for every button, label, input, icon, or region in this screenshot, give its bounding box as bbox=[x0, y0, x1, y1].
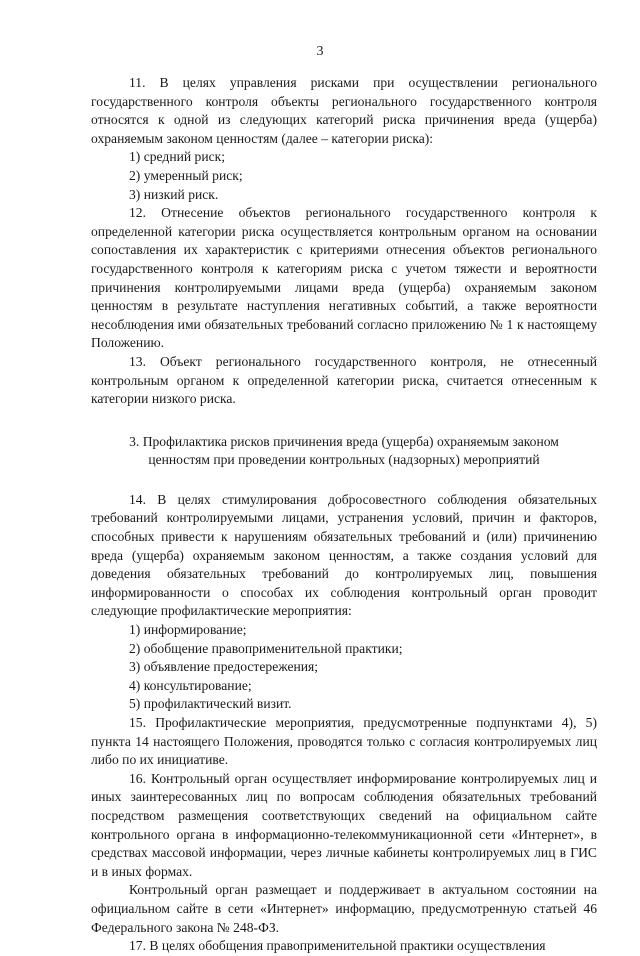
list-item-measure-3: 3) объявление предостережения; bbox=[129, 659, 319, 675]
section-heading-line-1: 3. Профилактика рисков причинения вреда (ущерба) охраняемым законом bbox=[129, 433, 559, 449]
document-body bbox=[91, 74, 597, 956]
section-heading bbox=[91, 433, 597, 470]
paragraph-16-continued: Контрольный орган размещает и поддерживает в актуальном состоянии на официальном сайте в сети «Интернет» информацию, предусмотренную статьей 46 Федерального закона № 248-ФЗ. bbox=[91, 882, 597, 935]
list-item-measure-1: 1) информирование; bbox=[129, 622, 247, 638]
list-item-measure-4: 4) консультирование; bbox=[129, 677, 252, 693]
page-number: 3 bbox=[316, 44, 324, 59]
list-item-measure-2: 2) обобщение правоприменительной практики; bbox=[129, 640, 403, 656]
paragraph-13: 13. Объект регионального государственного контроля, не отнесенный контрольным органом к определенной категории риска, считается отнесенным к категории низкого риска. bbox=[91, 353, 597, 407]
paragraph-16: 16. Контрольный орган осуществляет информирование контролируемых лиц и иных заинтересованных лиц по вопросам соблюдения обязательных требований посредством размещения соответствующих сведений на официальном сайте контрольного органа в информационно-телекоммуникационной сети «Интернет», в средствах массовой информации, через личные кабинеты контролируемых лиц в ГИС и в иных формах. bbox=[91, 770, 597, 879]
paragraph-17: 17. В целях обобщения правоприменительной практики осуществления bbox=[129, 938, 546, 954]
list-item-risk-3: 3) низкий риск. bbox=[129, 186, 219, 202]
paragraph-12: 12. Отнесение объектов регионального государственного контроля к определенной категории риска осуществляется контрольным органом на основании сопоставления их характеристик с критериями отнесения объектов регионального государственного контроля к категориям риска с учетом тяжести и вероятности причинения контролируемыми лицами вреда (ущерба) охраняемым законом ценностям в результате наступления негативных событий, а также вероятности несоблюдения ими обязательных требований согласно приложению № 1 к настоящему Положению. bbox=[91, 205, 597, 351]
list-item-risk-1: 1) средний риск; bbox=[129, 149, 226, 165]
paragraph-15: 15. Профилактические мероприятия, предусмотренные подпунктами 4), 5) пункта 14 настоящего Положения, проводятся только с согласия контролируемых лиц либо по их инициативе. bbox=[91, 715, 597, 768]
paragraph-14: 14. В целях стимулирования добросовестного соблюдения обязательных требований контролируемыми лицами, устранения условий, причин и факторов, способных привести к нарушениям обязательных требований и (или) причинению вреда (ущерба) охраняемым законом ценностям, а также создания условий для доведения обязательных требований до контролируемых лиц, повышения информированности о способах их соблюдения контрольный орган проводит следующие профилактические мероприятия: bbox=[91, 491, 597, 619]
list-item-measure-5: 5) профилактический визит. bbox=[129, 696, 292, 712]
paragraph-11: 11. В целях управления рисками при осуществлении регионального государственного контроля объекты регионального государственного контроля относятся к одной из следующих категорий риска причинения вреда (ущерба) охраняемым законом ценностям (далее – категории риска): bbox=[91, 75, 597, 146]
list-item-risk-2: 2) умеренный риск; bbox=[129, 167, 243, 183]
section-heading-line-2: ценностям при проведении контрольных (надзорных) мероприятий bbox=[148, 452, 540, 468]
